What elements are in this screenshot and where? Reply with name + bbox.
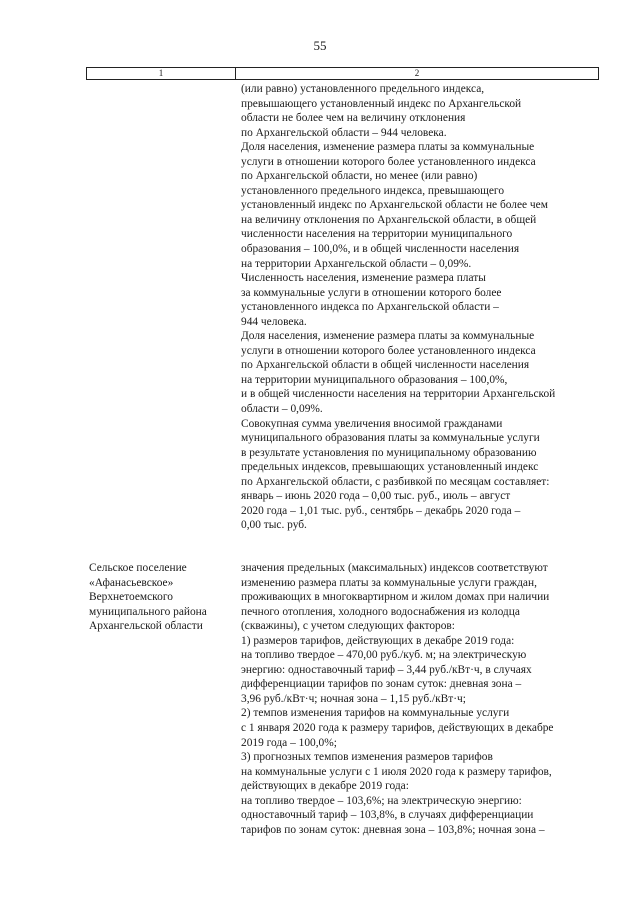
text-line: на топливо твердое – 470,00 руб./куб. м; на электрическую <box>241 649 527 662</box>
text-line: установленный индекс по Архангельской области не более чем <box>241 199 548 212</box>
text-line: области – 0,09%. <box>241 403 323 416</box>
table-header <box>86 67 599 80</box>
text-line: услуги в отношении которого более установленного индекса <box>241 155 536 168</box>
text-line: 0,00 тыс. руб. <box>241 519 307 532</box>
text-line: численности населения на территории муниципального <box>241 228 513 241</box>
text-line: установленного предельного индекса, превышающего <box>241 184 505 197</box>
text-line: Совокупная сумма увеличения вносимой гражданами <box>241 417 503 430</box>
text-line: муниципального образования платы за коммунальные услуги <box>241 432 540 445</box>
text-line: дифференциации тарифов по зонам суток: дневная зона – <box>241 678 522 691</box>
text-line: 2019 года – 100,0%; <box>241 736 337 749</box>
text-line: на территории муниципального образования – 100,0%, <box>241 373 508 386</box>
text-line: на величину отклонения по Архангельской области, в общей <box>241 213 537 226</box>
text-line: 1) размеров тарифов, действующих в декабре 2019 года: <box>241 634 515 647</box>
block1-text <box>241 82 603 533</box>
municipality-line: муниципального района <box>89 605 207 618</box>
block2-municipality-name <box>89 561 239 634</box>
text-line: превышающего установленный индекс по Архангельской <box>241 97 522 110</box>
text-line: 3,96 руб./кВт·ч; ночная зона – 1,15 руб./кВт·ч; <box>241 692 466 705</box>
text-line: Доля населения, изменение размера платы за коммунальные <box>241 330 535 343</box>
text-line: предельных индексов, превышающих установленный индекс <box>241 461 539 474</box>
text-line: по Архангельской области в общей численности населения <box>241 359 530 372</box>
page-number: 55 <box>313 38 327 53</box>
text-line: тарифов по зонам суток: дневная зона – 103,8%; ночная зона – <box>241 823 545 836</box>
text-line: проживающих в многоквартирном и жилом домах при наличии <box>241 591 550 604</box>
text-line: 2) темпов изменения тарифов на коммунальные услуги <box>241 707 510 720</box>
text-line: за коммунальные услуги в отношении которого более <box>241 286 502 299</box>
block2-text <box>241 561 603 837</box>
text-line: на коммунальные услуги с 1 июля 2020 года к размеру тарифов, <box>241 765 552 778</box>
municipality-line: Верхнетоемского <box>89 591 173 604</box>
text-line: 3) прогнозных темпов изменения размеров тарифов <box>241 751 493 764</box>
text-line: и в общей численности населения на территории Архангельской <box>241 388 556 401</box>
text-line: 944 человека. <box>241 315 307 328</box>
municipality-line: Сельское поселение <box>89 562 187 574</box>
text-line: значения предельных (максимальных) индексов соответствуют <box>241 562 548 574</box>
text-line: по Архангельской области, но менее (или равно) <box>241 170 478 183</box>
table-header-col1: 1 <box>87 68 236 79</box>
text-line: (скважины), с учетом следующих факторов: <box>241 620 455 633</box>
text-line: 2020 года – 1,01 тыс. руб., сентябрь – декабрь 2020 года – <box>241 504 521 517</box>
text-line: действующих в декабре 2019 года: <box>241 780 409 793</box>
text-line: по Архангельской области, с разбивкой по месяцам составляет: <box>241 475 550 488</box>
text-line: услуги в отношении которого более установленного индекса <box>241 344 536 357</box>
text-line: печного отопления, холодного водоснабжения из колодца <box>241 605 520 618</box>
text-line: образования – 100,0%, и в общей численности населения <box>241 243 520 256</box>
text-line: на топливо твердое – 103,6%; на электрическую энергию: <box>241 794 522 807</box>
text-line: в результате установления по муниципальному образованию <box>241 446 537 459</box>
text-line: установленного индекса по Архангельской области – <box>241 301 499 314</box>
text-line: на территории Архангельской области – 0,09%. <box>241 257 472 270</box>
text-line: с 1 января 2020 года к размеру тарифов, действующих в декабре <box>241 722 554 735</box>
text-line: области не более чем на величину отклонения <box>241 112 466 125</box>
text-line: Численность населения, изменение размера платы <box>241 272 486 285</box>
text-line: изменению размера платы за коммунальные услуги граждан, <box>241 576 537 589</box>
text-line: энергию: одноставочный тариф – 3,44 руб./кВт·ч, в случаях <box>241 663 532 676</box>
text-line: Доля населения, изменение размера платы за коммунальные <box>241 141 535 154</box>
municipality-line: Архангельской области <box>89 620 203 633</box>
table-header-col2: 2 <box>414 68 420 78</box>
municipality-line: «Афанасьевское» <box>89 576 174 589</box>
text-line: по Архангельской области – 944 человека. <box>241 126 447 139</box>
text-line: (или равно) установленного предельного индекса, <box>241 83 485 95</box>
text-line: одноставочный тариф – 103,8%, в случаях дифференциации <box>241 809 534 822</box>
text-line: январь – июнь 2020 года – 0,00 тыс. руб., июль – август <box>241 490 511 503</box>
